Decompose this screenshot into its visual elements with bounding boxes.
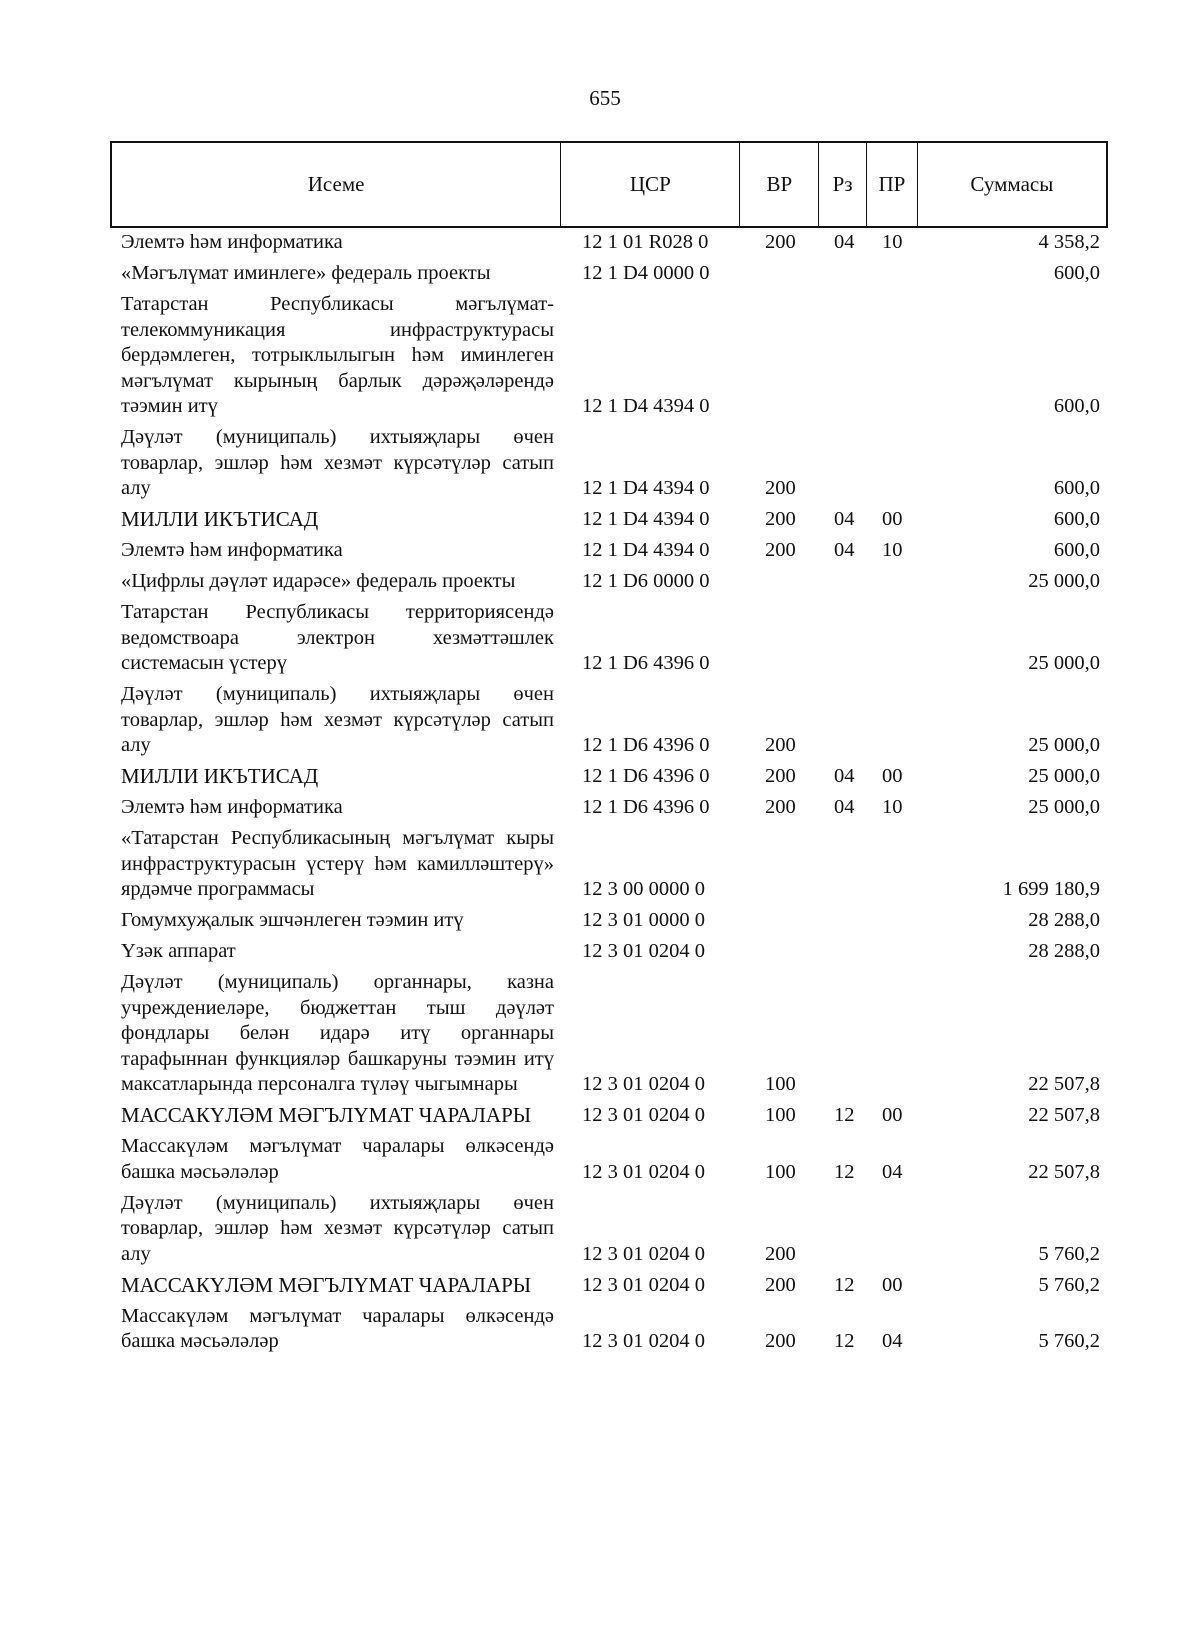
row-vr: 200	[765, 734, 796, 756]
header-sum: Суммасы	[970, 172, 1054, 196]
row-rz: 12	[834, 1160, 855, 1183]
row-csr: 12 3 00 0000 0	[582, 878, 705, 900]
row-csr: 12 1 01 R028 0	[582, 231, 709, 253]
row-csr: 12 3 01 0204 0	[582, 1330, 705, 1352]
row-pr: 00	[882, 1104, 903, 1126]
table-header	[110, 141, 1108, 228]
table-row	[0, 507, 1200, 533]
row-csr: 12 3 01 0204 0	[582, 1273, 705, 1296]
table-body	[0, 230, 1200, 1360]
header-csr: ЦСР	[561, 143, 740, 226]
row-csr: 12 3 01 0000 0	[582, 909, 705, 931]
row-sum: 25 000,0	[1028, 570, 1100, 592]
row-name: Үзәк аппарат	[121, 940, 236, 962]
row-name: Дәүләт (муниципаль) органнары, казна учреждениеләре, бюджеттан тыш дәүләт фондлары белән идарә итү органнары тарафыннан функцияләр башкаруны тәэмин итү максатларында персоналга түләү чыгымнары	[121, 971, 554, 1095]
row-sum: 600,0	[1053, 539, 1100, 561]
row-name: МИЛЛИ ИКЪТИСАД	[121, 764, 319, 788]
page-number: 655	[589, 86, 621, 110]
row-csr: 12 3 01 0204 0	[582, 1160, 705, 1183]
table-row	[0, 764, 1200, 790]
row-pr: 04	[882, 1160, 903, 1183]
row-sum: 22 507,8	[1028, 1073, 1100, 1095]
row-name: Элемтә һәм информатика	[121, 231, 343, 253]
row-sum: 600,0	[1053, 262, 1100, 284]
row-sum: 4 358,2	[1038, 231, 1100, 253]
row-pr: 04	[882, 1330, 903, 1352]
table-row	[0, 1304, 1200, 1355]
row-csr: 12 1 D4 4394 0	[582, 477, 710, 499]
row-vr: 100	[765, 1160, 796, 1183]
row-csr: 12 3 01 0204 0	[582, 1073, 705, 1095]
header-vr: ВР	[740, 143, 819, 226]
row-csr: 12 3 01 0204 0	[582, 1242, 705, 1265]
row-vr: 200	[765, 1242, 796, 1265]
row-csr: 12 1 D4 4394 0	[582, 395, 710, 417]
row-vr: 100	[765, 1073, 796, 1095]
row-sum: 1 699 180,9	[1002, 878, 1100, 900]
row-sum: 600,0	[1053, 395, 1100, 417]
row-pr: 00	[882, 765, 903, 787]
row-rz: 04	[834, 231, 855, 253]
row-vr: 200	[765, 539, 796, 561]
row-name: МАССАКҮЛӘМ МӘГЪЛҮМАТ ЧАРАЛАРЫ	[121, 1272, 532, 1297]
row-sum: 25 000,0	[1028, 796, 1100, 818]
row-pr: 00	[882, 1273, 903, 1296]
row-rz: 12	[834, 1330, 855, 1352]
row-vr: 200	[765, 1273, 796, 1296]
row-name: МАССАКҮЛӘМ МӘГЪЛҮМАТ ЧАРАЛАРЫ	[121, 1103, 532, 1127]
row-name: «Татарстан Республикасының мәгълүмат кыры инфраструктурасын үстерү һәм камилләштерү» ярдәмче программасы	[121, 827, 554, 900]
row-name: «Мәгълүмат иминлеге» федераль проекты	[121, 262, 491, 284]
header-name: Исеме	[112, 143, 561, 226]
row-rz: 04	[834, 539, 855, 561]
row-rz: 04	[834, 796, 855, 818]
row-sum: 5 760,2	[1038, 1273, 1100, 1296]
row-rz: 04	[834, 508, 855, 530]
row-name: Татарстан Республикасы территориясендә ведомствоара электрон хезмәттәшлек системасын үстерү	[121, 601, 554, 674]
row-vr: 200	[765, 477, 796, 499]
table-row	[0, 1273, 1200, 1299]
row-vr: 200	[765, 765, 796, 787]
row-pr: 10	[882, 231, 903, 253]
row-sum: 5 760,2	[1038, 1330, 1100, 1352]
table-row	[0, 425, 1200, 502]
header-pr: ПР	[867, 143, 918, 226]
table-row	[0, 292, 1200, 420]
row-vr: 100	[765, 1104, 796, 1126]
row-csr: 12 1 D4 4394 0	[582, 539, 710, 561]
table-row	[0, 682, 1200, 759]
row-csr: 12 1 D6 4396 0	[582, 652, 710, 674]
row-vr: 200	[765, 508, 796, 530]
row-sum: 600,0	[1053, 477, 1100, 499]
row-pr: 10	[882, 539, 903, 561]
table-row	[0, 569, 1200, 595]
row-sum: 25 000,0	[1028, 765, 1100, 787]
row-csr: 12 1 D4 4394 0	[582, 508, 710, 530]
row-pr: 10	[882, 796, 903, 818]
row-sum: 28 288,0	[1028, 940, 1100, 962]
row-vr: 200	[765, 796, 796, 818]
row-name: Дәүләт (муниципаль) ихтыяҗлары өчен товарлар, эшләр һәм хезмәт күрсәтүләр сатып алу	[121, 1191, 554, 1265]
row-csr: 12 1 D6 0000 0	[582, 570, 710, 592]
row-csr: 12 1 D6 4396 0	[582, 796, 710, 818]
table-row	[0, 795, 1200, 821]
row-rz: 12	[834, 1273, 855, 1296]
row-name: МИЛЛИ ИКЪТИСАД	[121, 507, 319, 531]
row-sum: 25 000,0	[1028, 652, 1100, 674]
row-name: Гомумхуҗалык эшчәнлеген тәэмин итү	[121, 909, 464, 931]
table-row	[0, 261, 1200, 287]
table-row	[0, 908, 1200, 934]
row-sum: 22 507,8	[1028, 1104, 1100, 1126]
row-name: Массакүләм мәгълүмат чаралары өлкәсендә башка мәсьәләләр	[121, 1135, 554, 1183]
row-csr: 12 1 D6 4396 0	[582, 765, 710, 787]
table-row	[0, 600, 1200, 677]
row-vr: 200	[765, 1330, 796, 1352]
table-row	[0, 939, 1200, 965]
row-name: Дәүләт (муниципаль) ихтыяҗлары өчен товарлар, эшләр һәм хезмәт күрсәтүләр сатып алу	[121, 426, 554, 499]
table-row	[0, 538, 1200, 564]
table-row	[0, 1191, 1200, 1268]
row-csr: 12 1 D4 0000 0	[582, 262, 710, 284]
table-row	[0, 1103, 1200, 1129]
row-name: Дәүләт (муниципаль) ихтыяҗлары өчен товарлар, эшләр һәм хезмәт күрсәтүләр сатып алу	[121, 683, 554, 756]
row-sum: 28 288,0	[1028, 909, 1100, 931]
row-rz: 12	[834, 1104, 855, 1126]
row-pr: 00	[882, 508, 903, 530]
row-sum: 25 000,0	[1028, 734, 1100, 756]
table-row	[0, 230, 1200, 256]
header-rz: Рз	[819, 143, 867, 226]
row-sum: 22 507,8	[1028, 1160, 1100, 1183]
row-sum: 5 760,2	[1038, 1242, 1100, 1265]
row-name: Татарстан Республикасы мәгълүмат-телекоммуникация инфраструктурасы бердәмлеген, тотрыклылыгын һәм иминлеген мәгълүмат кырының барлык дәрәҗәләрендә тәэмин итү	[121, 293, 554, 417]
row-vr: 200	[765, 231, 796, 253]
row-csr: 12 3 01 0204 0	[582, 940, 705, 962]
row-rz: 04	[834, 765, 855, 787]
row-csr: 12 3 01 0204 0	[582, 1104, 705, 1126]
row-name: «Цифрлы дәүләт идарәсе» федераль проекты	[121, 570, 516, 592]
table-row	[0, 1134, 1200, 1185]
row-name: Массакүләм мәгълүмат чаралары өлкәсендә башка мәсьәләләр	[121, 1304, 554, 1352]
row-name: Элемтә һәм информатика	[121, 796, 343, 818]
row-name: Элемтә һәм информатика	[121, 539, 343, 561]
table-row	[0, 970, 1200, 1098]
row-sum: 600,0	[1053, 508, 1100, 530]
table-row	[0, 826, 1200, 903]
row-csr: 12 1 D6 4396 0	[582, 734, 710, 756]
